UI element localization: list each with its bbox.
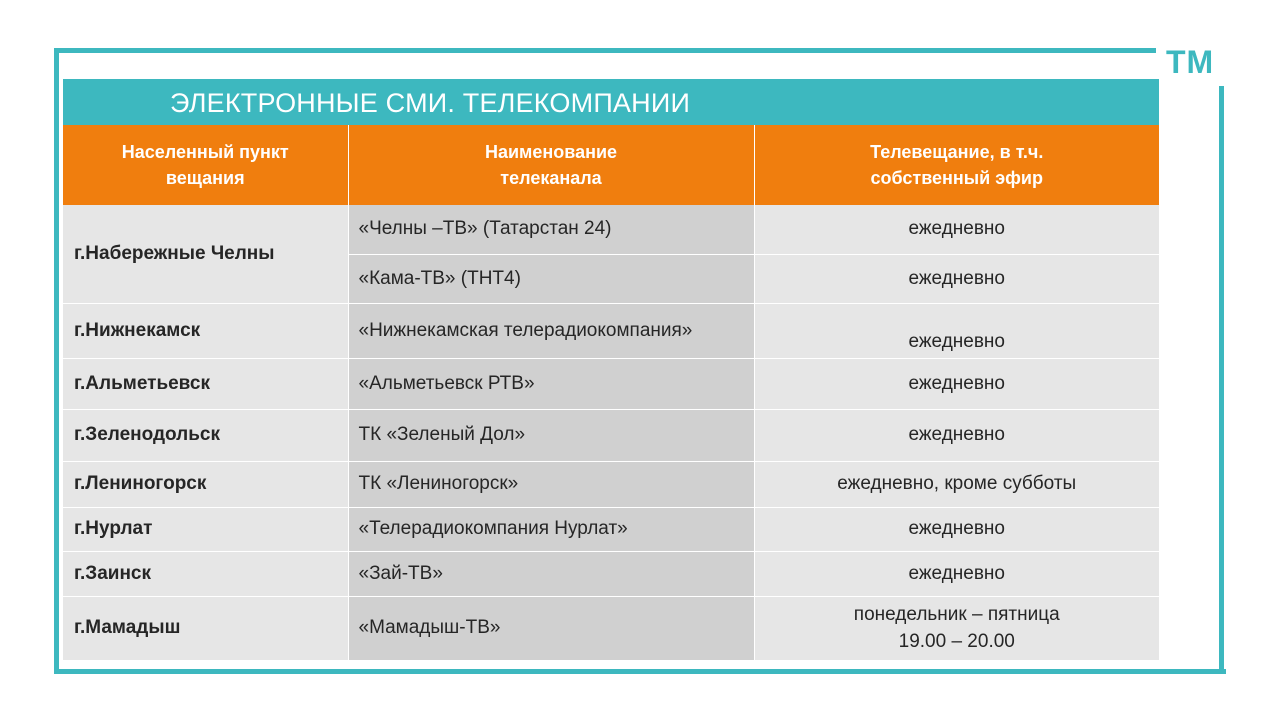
schedule-cell: ежедневно xyxy=(754,409,1159,461)
channel-cell: ТК «Зеленый Дол» xyxy=(348,409,754,461)
city-cell: г.Заинск xyxy=(63,551,348,596)
schedule-hours: 19.00 – 20.00 xyxy=(898,631,1015,652)
frame-right-border xyxy=(1219,86,1224,674)
city-cell: г.Альметьевск xyxy=(63,358,348,409)
header-broadcast: Телевещание, в т.ч. собственный эфир xyxy=(754,125,1159,205)
schedule-cell: ежедневно xyxy=(754,205,1159,254)
header-channel: Наименование телеканала xyxy=(348,125,754,205)
header-city: Населенный пункт вещания xyxy=(63,125,348,205)
tv-companies-table xyxy=(63,125,1159,661)
city-cell: г.Нурлат xyxy=(63,507,348,551)
table-row xyxy=(63,358,1159,409)
schedule-days: понедельник – пятница xyxy=(853,604,1060,625)
schedule-cell: ежедневно xyxy=(754,551,1159,596)
city-cell: г.Набережные Челны xyxy=(63,205,348,303)
table-header-row xyxy=(63,125,1159,205)
schedule-cell: ежедневно, кроме субботы xyxy=(754,461,1159,507)
schedule-cell: ежедневно xyxy=(754,358,1159,409)
channel-cell: ТК «Лениногорск» xyxy=(348,461,754,507)
title-bar xyxy=(63,79,1159,125)
table-row xyxy=(63,461,1159,507)
frame-top-border xyxy=(54,48,1156,53)
city-cell: г.Мамадыш xyxy=(63,596,348,660)
frame-left-border xyxy=(54,48,59,674)
table-row xyxy=(63,205,1159,254)
table-row xyxy=(63,551,1159,596)
city-cell: г.Зеленодольск xyxy=(63,409,348,461)
table-row xyxy=(63,596,1159,660)
frame-bottom-border xyxy=(54,669,1226,674)
schedule-cell: ежедневно xyxy=(754,507,1159,551)
city-cell: г.Лениногорск xyxy=(63,461,348,507)
channel-cell: «Нижнекамская телерадиокомпания» xyxy=(348,303,754,358)
channel-cell: «Зай-ТВ» xyxy=(348,551,754,596)
channel-cell: «Кама-ТВ» (ТНТ4) xyxy=(348,254,754,303)
channel-cell: «Альметьевск РТВ» xyxy=(348,358,754,409)
city-cell: г.Нижнекамск xyxy=(63,303,348,358)
channel-cell: «Мамадыш-ТВ» xyxy=(348,596,754,660)
table-row xyxy=(63,303,1159,358)
table-row xyxy=(63,409,1159,461)
tm-logo: TM xyxy=(1166,44,1215,80)
slide-title: ЭЛЕКТРОННЫЕ СМИ. ТЕЛЕКОМПАНИИ xyxy=(170,88,691,118)
table-row xyxy=(63,507,1159,551)
schedule-cell: ежедневно xyxy=(754,303,1159,358)
schedule-cell: ежедневно xyxy=(754,254,1159,303)
schedule-cell xyxy=(754,596,1159,660)
channel-cell: «Челны –ТВ» (Татарстан 24) xyxy=(348,205,754,254)
channel-cell: «Телерадиокомпания Нурлат» xyxy=(348,507,754,551)
